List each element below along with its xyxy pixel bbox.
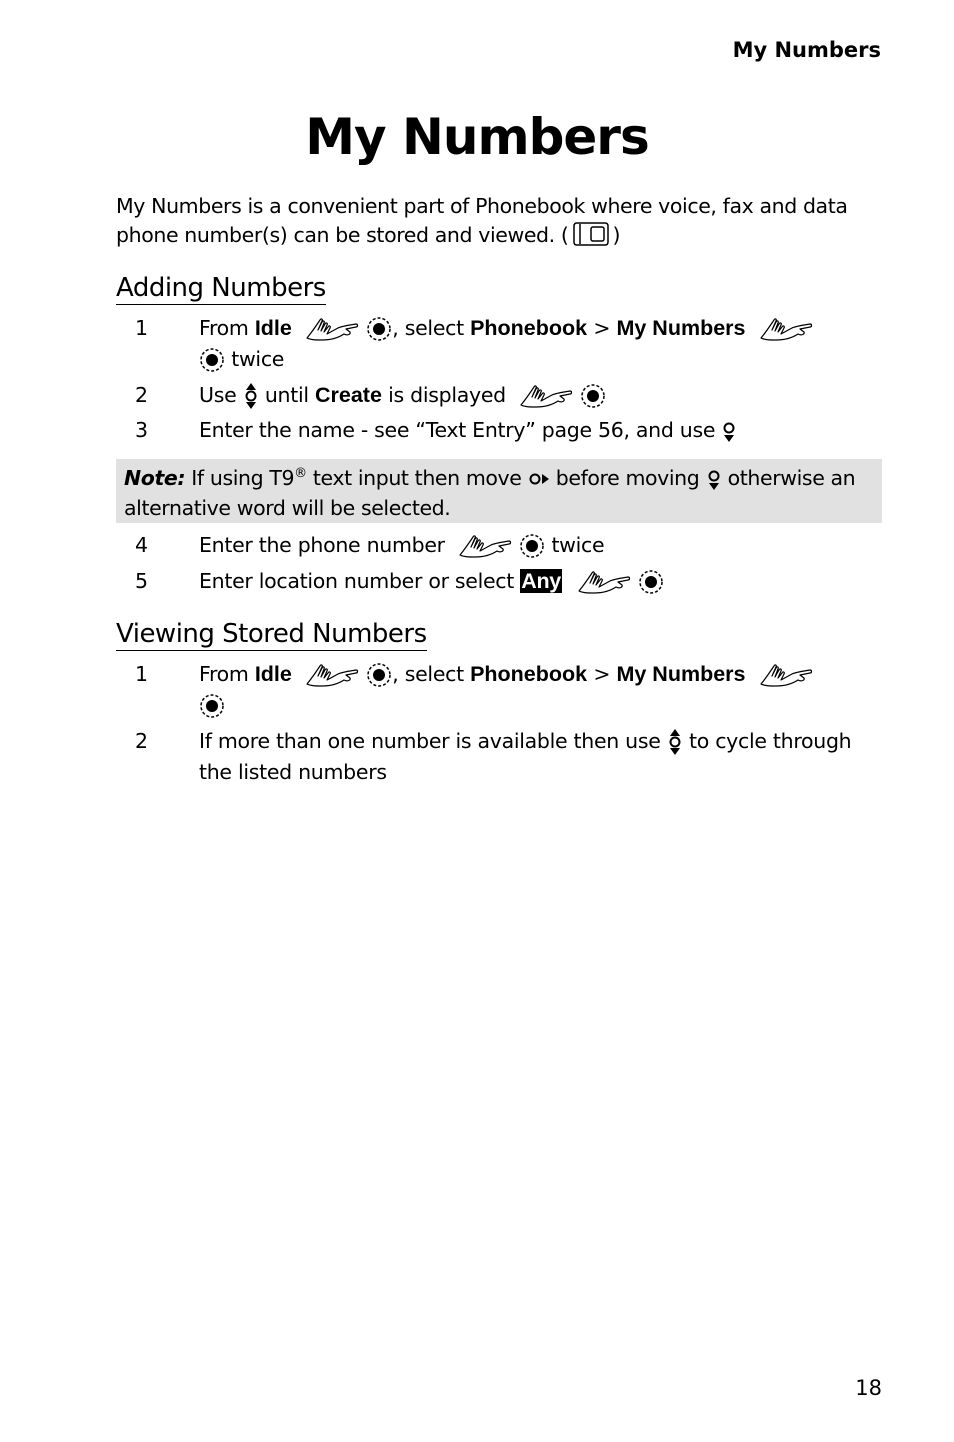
text-enter-phone: Enter the phone number	[199, 533, 445, 557]
note-text-1: If using T9	[191, 465, 295, 490]
text-until: until	[264, 383, 309, 407]
hand-press-icon	[304, 662, 360, 688]
text-gt: >	[593, 316, 611, 340]
select-key-icon	[199, 347, 225, 373]
step-number: 4	[135, 533, 148, 557]
softkey-any-label: Any	[521, 569, 561, 593]
hand-press-icon	[304, 316, 360, 342]
page-title: My Numbers	[305, 108, 649, 166]
step-number: 5	[135, 569, 148, 593]
step-number: 1	[135, 316, 148, 340]
display-icon	[568, 221, 612, 247]
select-key-icon	[199, 693, 225, 719]
term-phonebook: Phonebook	[470, 316, 588, 340]
nav-down-icon	[706, 467, 722, 491]
intro-close: )	[612, 223, 621, 247]
step-number: 2	[135, 383, 148, 407]
step-text	[199, 726, 889, 788]
text-gt: >	[593, 662, 611, 686]
text-select: , select	[392, 662, 464, 686]
text-displayed: is displayed	[388, 383, 506, 407]
select-key-icon	[366, 316, 392, 342]
text-select: , select	[392, 316, 464, 340]
text-twice: twice	[231, 347, 285, 371]
intro-paragraph	[116, 192, 886, 250]
step-number: 2	[135, 729, 148, 753]
hand-press-icon	[518, 383, 574, 409]
text-if-more: If more than one number is available then use	[199, 729, 661, 753]
text-enter-location: Enter location number or select	[199, 569, 515, 593]
step-text	[199, 566, 889, 597]
registered-mark: ®	[294, 466, 307, 481]
select-key-icon	[580, 383, 606, 409]
hand-press-icon	[758, 316, 814, 342]
hand-press-icon	[457, 533, 513, 559]
page-number: 18	[855, 1376, 882, 1400]
step-text	[199, 659, 889, 721]
step-text	[199, 313, 889, 375]
running-header: My Numbers	[732, 38, 881, 62]
select-key-icon	[519, 533, 545, 559]
section-heading-adding: Adding Numbers	[116, 273, 326, 303]
select-key-icon	[366, 662, 392, 688]
nav-right-icon	[528, 471, 550, 487]
select-key-icon	[638, 569, 664, 595]
term-phonebook: Phonebook	[470, 662, 588, 686]
term-create: Create	[314, 383, 382, 407]
hand-press-icon	[576, 569, 632, 595]
term-my-numbers: My Numbers	[616, 662, 746, 686]
note-box	[116, 459, 882, 523]
step-number: 1	[135, 662, 148, 686]
nav-down-icon	[721, 419, 737, 443]
note-text-3: before moving	[555, 465, 700, 490]
step-text	[199, 380, 889, 411]
intro-text: My Numbers is a convenient part of Phonebook where voice, fax and data phone number(s) can be stored and viewed. (	[116, 194, 848, 247]
term-idle: Idle	[254, 662, 292, 686]
text-enter-name: Enter the name - see “Text Entry” page 56, and use	[199, 418, 716, 442]
note-text-4: otherwise an alternative word will be selected.	[124, 465, 856, 520]
step-number: 3	[135, 418, 148, 442]
step-text	[199, 415, 889, 446]
nav-up-down-icon	[667, 728, 683, 756]
note-text-2: text input then move	[312, 465, 522, 490]
term-my-numbers: My Numbers	[616, 316, 746, 340]
text-twice: twice	[551, 533, 605, 557]
section-heading-viewing: Viewing Stored Numbers	[116, 619, 427, 649]
text-from: From	[199, 316, 249, 340]
step-text	[199, 530, 889, 561]
note-label: Note:	[124, 465, 186, 490]
text-use: Use	[199, 383, 237, 407]
text-cycle: to cycle through the listed numbers	[199, 729, 852, 784]
term-idle: Idle	[254, 316, 292, 340]
hand-press-icon	[758, 662, 814, 688]
nav-up-down-icon	[243, 382, 259, 410]
text-from: From	[199, 662, 249, 686]
